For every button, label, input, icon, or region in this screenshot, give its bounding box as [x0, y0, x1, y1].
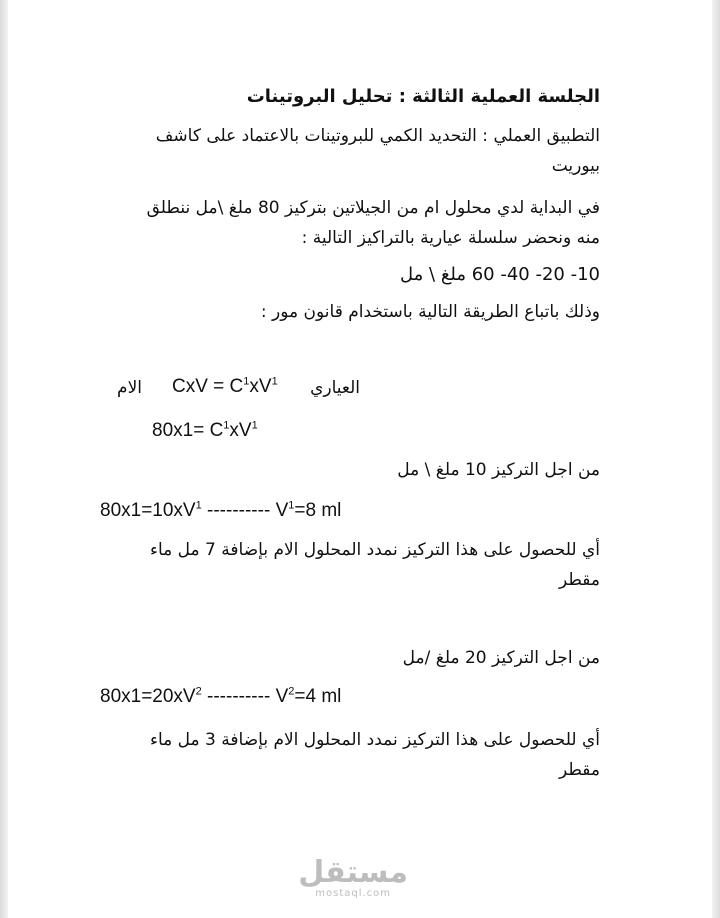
case10-result-line-2: مقطر	[558, 570, 600, 590]
intro-line-2: منه ونحضر سلسلة عيارية بالتراكيز التالية :	[301, 228, 600, 248]
equation-part: 80x1=10xV	[100, 500, 196, 521]
formula-substituted-part: xV	[229, 420, 252, 441]
mostaql-watermark	[298, 855, 408, 899]
superscript: 2	[288, 685, 295, 698]
case20-result-line-2: مقطر	[558, 760, 600, 780]
concentration-series: 10- 20- 40- 60 ملغ \ مل	[400, 264, 600, 285]
case10-heading: من اجل التركيز 10 ملغ \ مل	[397, 460, 600, 480]
watermark-arabic: مستقل	[298, 855, 408, 890]
superscript: 1	[251, 419, 258, 432]
label-standard: العياري	[310, 378, 360, 398]
application-line-2: بيوريت	[551, 156, 600, 176]
intro-line-1: في البداية لدي محلول ام من الجيلاتين بتركيز 80 ملغ \مل ننطلق	[146, 198, 600, 218]
case10-result-line-1: أي للحصول على هذا التركيز نمدد المحلول الام بإضافة 7 مل ماء	[149, 540, 600, 560]
equation-part: =4 ml	[294, 686, 342, 707]
application-line-1: التطبيق العملي : التحديد الكمي للبروتينات بالاعتماد على كاشف	[155, 126, 600, 146]
document-title: الجلسة العملية الثالثة : تحليل البروتينات	[246, 86, 600, 107]
formula-substituted-part: 80x1= C	[152, 420, 224, 441]
equation-part: ---------- V	[201, 686, 289, 707]
superscript: 2	[195, 685, 202, 698]
equation-part: =8 ml	[294, 500, 342, 521]
watermark-latin: mostaql.com	[315, 888, 392, 899]
superscript: 1	[271, 375, 278, 388]
case20-heading: من اجل التركيز 20 ملغ /مل	[402, 648, 600, 668]
formula-dilution-part: xV	[249, 376, 272, 397]
page-margin-left	[0, 0, 8, 918]
method-line: وذلك باتباع الطريقة التالية باستخدام قانون مور :	[260, 302, 600, 322]
equation-part: 80x1=20xV	[100, 686, 196, 707]
equation-part: ---------- V	[201, 500, 289, 521]
case20-result-line-1: أي للحصول على هذا التركيز نمدد المحلول الام بإضافة 3 مل ماء	[149, 730, 600, 750]
superscript: 1	[288, 499, 295, 512]
formula-dilution	[172, 376, 278, 398]
superscript: 1	[223, 419, 230, 432]
label-mother: الام	[117, 378, 142, 398]
formula-dilution-part: CxV = C	[172, 376, 244, 397]
case20-equation	[100, 686, 341, 708]
case10-equation	[100, 500, 341, 522]
formula-substituted	[152, 420, 258, 442]
page-margin-right	[712, 0, 720, 918]
superscript: 1	[243, 375, 250, 388]
document-page	[8, 0, 712, 918]
superscript: 1	[195, 499, 202, 512]
